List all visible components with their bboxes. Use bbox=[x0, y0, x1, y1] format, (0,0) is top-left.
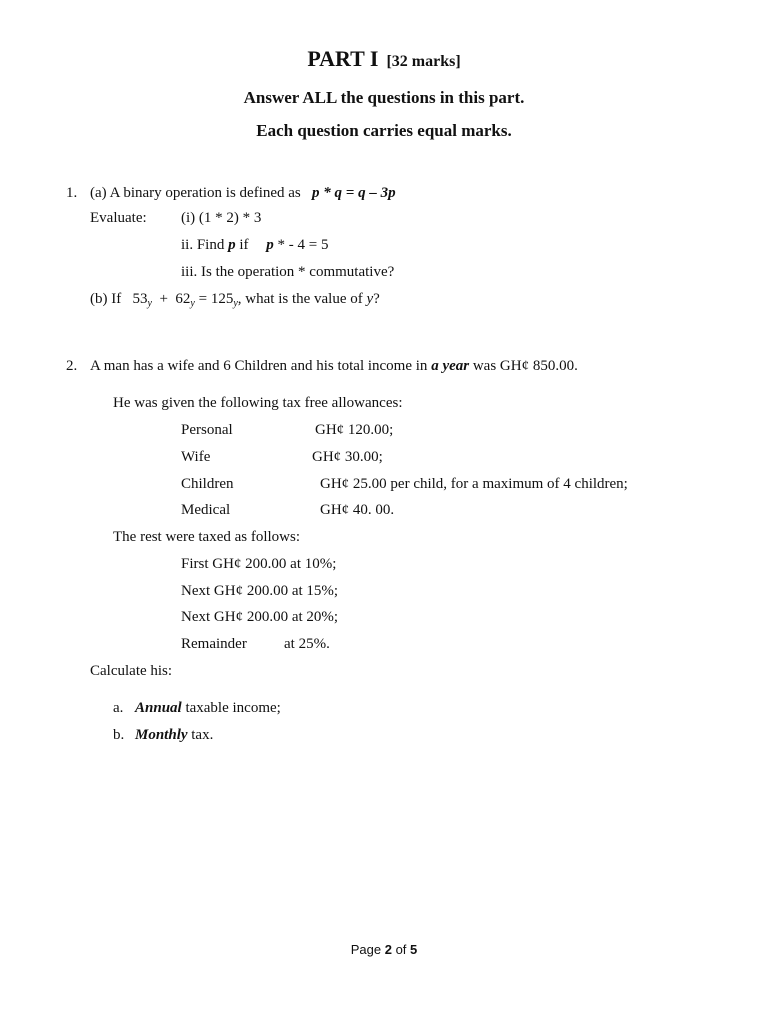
allowance-label-wife: Wife bbox=[181, 449, 211, 465]
q1-evaluate-label: Evaluate: bbox=[90, 210, 147, 226]
part-title: PART I [32 marks] bbox=[307, 46, 461, 71]
allowance-label-medical: Medical bbox=[181, 502, 231, 518]
q2-task-letter-b: b. bbox=[113, 727, 125, 743]
q2-intro: A man has a wife and 6 Children and his total income in a year was GH¢ 850.00. bbox=[90, 358, 578, 374]
q1a-text: (a) A binary operation is defined as p * q = q – 3p bbox=[90, 185, 396, 201]
allowance-label-children: Children bbox=[181, 476, 234, 492]
q2-task-b: Monthly tax. bbox=[135, 727, 214, 743]
allowance-amount-personal: GH¢ 120.00; bbox=[315, 422, 394, 438]
q1b-text: (b) If $53_y + 62_y = 125_y$, what is the value of y? bbox=[90, 291, 380, 309]
q1-number: 1. bbox=[66, 185, 78, 201]
page-footer: Page 2 of 5 bbox=[350, 942, 418, 957]
tax-remainder-label: Remainder bbox=[181, 636, 247, 652]
instruction-equal-marks: Each question carries equal marks. bbox=[256, 121, 512, 140]
q1-part-i: (i) (1 * 2) * 3 bbox=[181, 210, 262, 226]
tax-bracket-first: First GH¢ 200.00 at 10%; bbox=[181, 556, 337, 572]
q1-part-ii: ii. Find p if p * - 4 = 5 bbox=[181, 237, 329, 253]
tax-bracket-third: Next GH¢ 200.00 at 20%; bbox=[181, 609, 339, 625]
q1-part-iii: iii. Is the operation * commutative? bbox=[181, 264, 395, 280]
q2-rest-intro: The rest were taxed as follows: bbox=[113, 529, 301, 545]
allowance-label-personal: Personal bbox=[181, 422, 233, 438]
q2-number: 2. bbox=[66, 358, 78, 374]
tax-bracket-second: Next GH¢ 200.00 at 15%; bbox=[181, 583, 339, 599]
tax-remainder-rate: at 25%. bbox=[284, 636, 330, 652]
q2-allowances-intro: He was given the following tax free allowances: bbox=[113, 395, 403, 411]
q2-task-letter-a: a. bbox=[113, 700, 124, 716]
q1a-formula: p * q = q – 3p bbox=[312, 185, 396, 201]
instruction-answer-all: Answer ALL the questions in this part. bbox=[243, 88, 525, 107]
q2-calculate: Calculate his: bbox=[90, 663, 173, 679]
allowance-amount-wife: GH¢ 30.00; bbox=[312, 449, 383, 465]
allowance-amount-children: GH¢ 25.00 per child, for a maximum of 4 children; bbox=[320, 476, 628, 492]
q2-task-a: Annual taxable income; bbox=[135, 700, 281, 716]
allowance-amount-medical: GH¢ 40. 00. bbox=[320, 502, 395, 518]
part-marks: [32 marks] bbox=[386, 53, 461, 70]
